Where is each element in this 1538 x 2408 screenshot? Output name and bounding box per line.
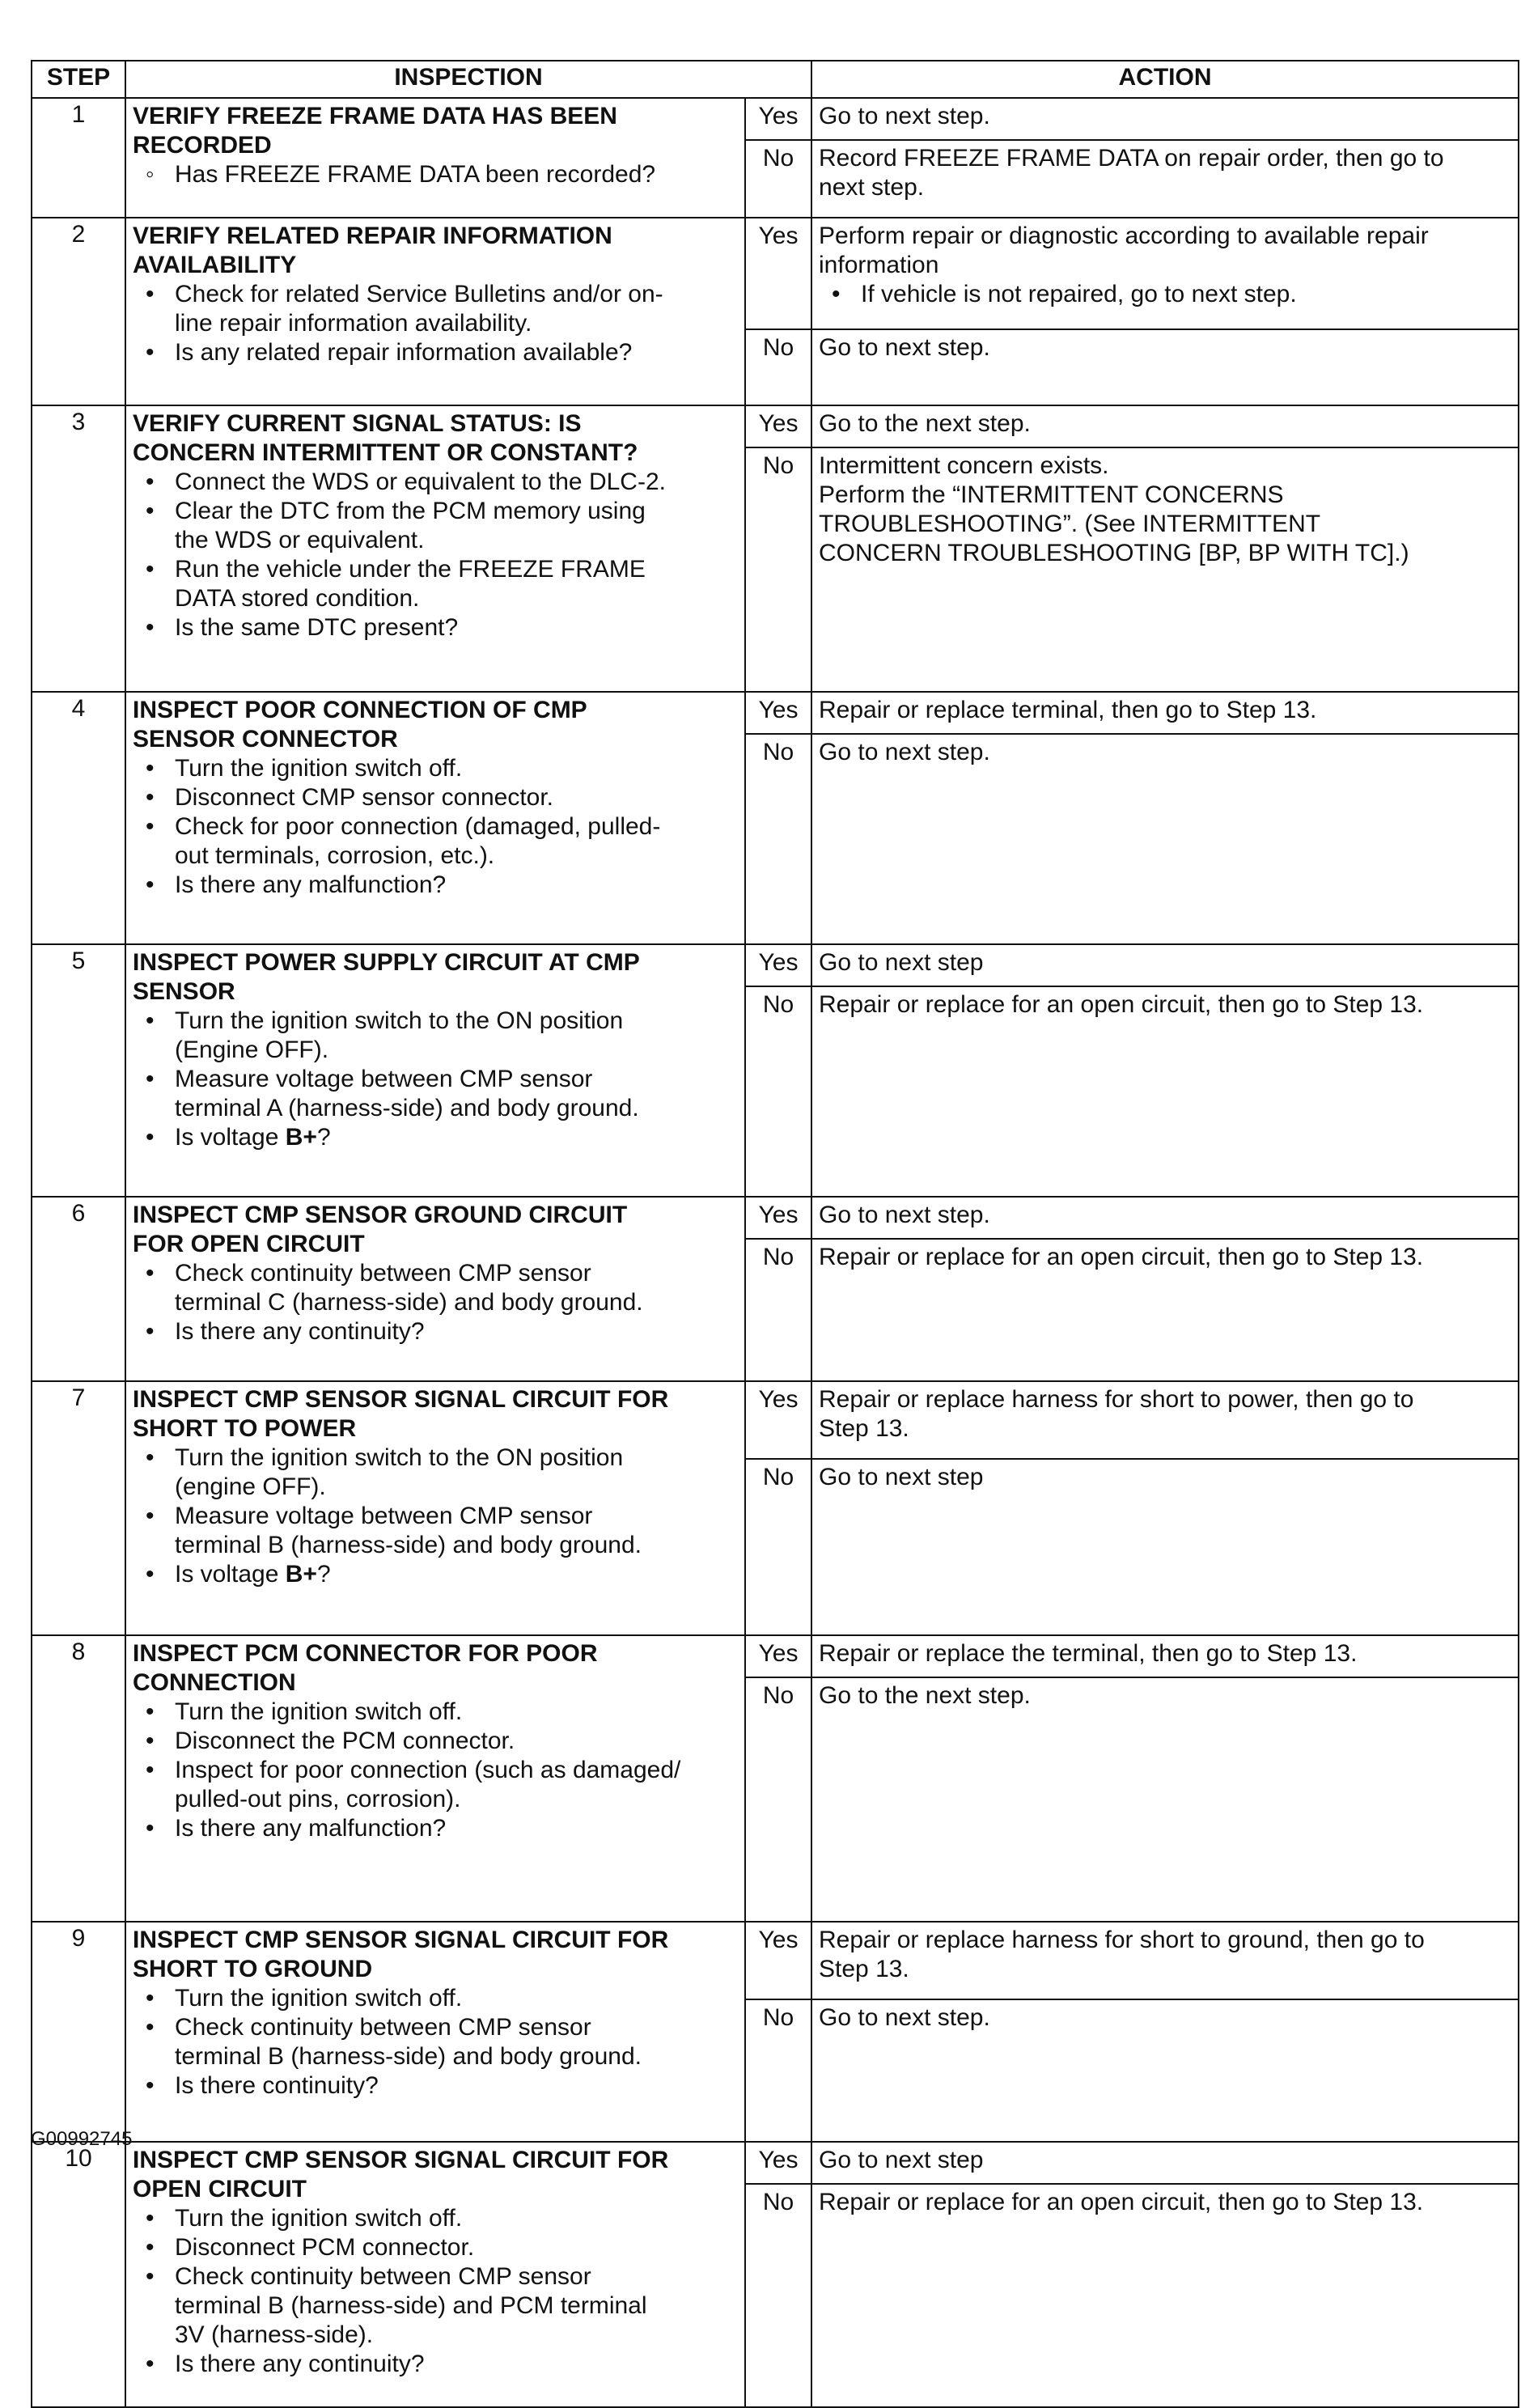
yes-action-text: Go to next step.: [819, 1202, 990, 1228]
step-row: [32, 944, 1519, 986]
yes-action: [811, 405, 1519, 447]
step-number: 3: [32, 405, 125, 692]
step-row: [32, 218, 1519, 329]
inspection-title: INSPECT POWER SUPPLY CIRCUIT AT CMP SENSOR: [133, 949, 640, 1005]
no-label: No: [745, 1677, 811, 1922]
inspection-title: INSPECT PCM CONNECTOR FOR POOR CONNECTION: [133, 1640, 598, 1696]
inspection-bullet: • Is there any continuity?: [133, 2350, 738, 2379]
inspection-bullet: • Is there any malfunction?: [133, 871, 738, 900]
yes-action-text: Repair or replace harness for short to power, then go to Step 13.: [819, 1386, 1414, 1442]
step-column-header: STEP: [32, 61, 125, 98]
no-label: No: [745, 734, 811, 944]
inspection-bullet: • Disconnect the PCM connector.: [133, 1727, 738, 1756]
inspection-bullet: • Turn the ignition switch off.: [133, 1984, 738, 2013]
inspection-bullet: ◦ Has FREEZE FRAME DATA been recorded?: [133, 160, 738, 189]
no-action: [811, 1239, 1519, 1381]
no-label: No: [745, 2184, 811, 2407]
inspection-bullet: • Turn the ignition switch to the ON position (Engine OFF).: [133, 1007, 738, 1065]
inspection-bullet: • Check continuity between CMP sensor terminal B (harness-side) and body ground.: [133, 2013, 738, 2071]
no-action-text: Go to next step.: [819, 2004, 990, 2031]
step-row: [32, 1381, 1519, 1459]
yes-action: [811, 1635, 1519, 1677]
step-number: 7: [32, 1381, 125, 1635]
yes-action: [811, 1922, 1519, 1999]
no-label: No: [745, 1459, 811, 1635]
step-number: 5: [32, 944, 125, 1197]
no-label: No: [745, 1239, 811, 1381]
inspection-column-header: INSPECTION: [125, 61, 811, 98]
yes-label: Yes: [745, 692, 811, 734]
step-number: 2: [32, 218, 125, 405]
inspection-checklist: [133, 2204, 738, 2379]
step-row: [32, 405, 1519, 447]
inspection-title: INSPECT CMP SENSOR SIGNAL CIRCUIT FOR OPEN CIRCUIT: [133, 2147, 669, 2202]
no-action-text: Repair or replace for an open circuit, then go to Step 13.: [819, 991, 1424, 1018]
inspection-title: INSPECT CMP SENSOR SIGNAL CIRCUIT FOR SHORT TO POWER: [133, 1386, 669, 1442]
step-row: [32, 1197, 1519, 1239]
inspection-bullet: • Run the vehicle under the FREEZE FRAME DATA stored condition.: [133, 555, 738, 613]
yes-label: Yes: [745, 1197, 811, 1239]
inspection-bullet: • Turn the ignition switch to the ON position (engine OFF).: [133, 1444, 738, 1502]
yes-action-subpoints: [819, 280, 1511, 309]
inspection-checklist: [133, 280, 738, 367]
no-action: [811, 986, 1519, 1197]
yes-label: Yes: [745, 1922, 811, 1999]
no-action: [811, 329, 1519, 405]
no-label: No: [745, 329, 811, 405]
inspection-bullet: • Turn the ignition switch off.: [133, 2204, 738, 2233]
inspection-cell: [125, 405, 745, 692]
inspection-bullet: • Check for related Service Bulletins and/or on- line repair information availability.: [133, 280, 738, 338]
inspection-cell: [125, 218, 745, 405]
yes-action: [811, 1197, 1519, 1239]
inspection-bullet: • Check for poor connection (damaged, pulled- out terminals, corrosion, etc.).: [133, 812, 738, 871]
inspection-title: VERIFY RELATED REPAIR INFORMATION AVAILABILITY: [133, 223, 612, 278]
figure-code: G00992745: [31, 2128, 133, 2150]
inspection-bullet: • Is there any malfunction?: [133, 1814, 738, 1843]
step-number: 8: [32, 1635, 125, 1922]
inspection-cell: [125, 2142, 745, 2407]
inspection-cell: [125, 98, 745, 218]
inspection-checklist: [133, 468, 738, 642]
step-row: [32, 2142, 1519, 2184]
no-action: [811, 447, 1519, 692]
inspection-bullet: • Is any related repair information available?: [133, 338, 738, 367]
yes-action-subpoint: • If vehicle is not repaired, go to next step.: [819, 280, 1511, 309]
header-row: [32, 61, 1519, 98]
step-number: 1: [32, 98, 125, 218]
inspection-bullet: • Check continuity between CMP sensor terminal C (harness-side) and body ground.: [133, 1259, 738, 1317]
no-label: No: [745, 447, 811, 692]
yes-action-text: Go to next step: [819, 2147, 984, 2173]
inspection-bullet: • Inspect for poor connection (such as damaged/ pulled-out pins, corrosion).: [133, 1756, 738, 1814]
no-action: [811, 1459, 1519, 1635]
yes-action: [811, 2142, 1519, 2184]
step-number: 9: [32, 1922, 125, 2142]
no-action-text: Go to next step.: [819, 334, 990, 361]
no-action-text: Go to next step.: [819, 739, 990, 765]
inspection-cell: [125, 1381, 745, 1635]
yes-action: [811, 98, 1519, 140]
inspection-checklist: [133, 1259, 738, 1346]
no-action-text: Go to the next step.: [819, 1682, 1031, 1709]
yes-action: [811, 1381, 1519, 1459]
inspection-checklist: [133, 754, 738, 900]
inspection-bullet: • Disconnect CMP sensor connector.: [133, 783, 738, 812]
step-number: 10: [32, 2142, 125, 2407]
steps-body: [32, 98, 1519, 2407]
inspection-checklist: [133, 1007, 738, 1152]
inspection-bullet: • Turn the ignition switch off.: [133, 1698, 738, 1727]
inspection-bullet: • Is the same DTC present?: [133, 613, 738, 642]
diagnostic-procedure-table: [31, 60, 1519, 2408]
step-row: [32, 98, 1519, 140]
no-action-text: Go to next step: [819, 1464, 984, 1490]
inspection-bullet: • Disconnect PCM connector.: [133, 2233, 738, 2262]
step-row: [32, 692, 1519, 734]
inspection-checklist: [133, 160, 738, 189]
no-action: [811, 1999, 1519, 2142]
yes-action: [811, 218, 1519, 329]
no-action-text: Intermittent concern exists. Perform the “INTERMITTENT CONCERNS TROUBLESHOOTING”. (See INTERMITTENT CONCERN TROUBLESHOOTING [BP, BP WITH TC].): [819, 452, 1409, 566]
no-action-text: Record FREEZE FRAME DATA on repair order, then go to next step.: [819, 145, 1444, 201]
inspection-bullet: • Is voltage B+?: [133, 1560, 738, 1589]
no-action-text: Repair or replace for an open circuit, then go to Step 13.: [819, 2189, 1424, 2215]
inspection-cell: [125, 1635, 745, 1922]
inspection-checklist: [133, 1698, 738, 1843]
inspection-title: INSPECT CMP SENSOR GROUND CIRCUIT FOR OPEN CIRCUIT: [133, 1202, 628, 1257]
yes-label: Yes: [745, 944, 811, 986]
yes-label: Yes: [745, 405, 811, 447]
action-column-header: ACTION: [811, 61, 1519, 98]
step-row: [32, 1922, 1519, 1999]
no-label: No: [745, 140, 811, 218]
inspection-cell: [125, 944, 745, 1197]
inspection-checklist: [133, 1984, 738, 2101]
inspection-bullet: • Is there continuity?: [133, 2071, 738, 2101]
yes-action-text: Perform repair or diagnostic according to available repair information: [819, 223, 1429, 278]
yes-action-text: Go to the next step.: [819, 410, 1031, 437]
yes-label: Yes: [745, 1635, 811, 1677]
inspection-cell: [125, 1922, 745, 2142]
yes-action: [811, 692, 1519, 734]
inspection-bullet: • Measure voltage between CMP sensor terminal B (harness-side) and body ground.: [133, 1502, 738, 1560]
no-action: [811, 734, 1519, 944]
no-action: [811, 1677, 1519, 1922]
inspection-title: INSPECT CMP SENSOR SIGNAL CIRCUIT FOR SHORT TO GROUND: [133, 1927, 669, 1982]
yes-label: Yes: [745, 218, 811, 329]
inspection-bullet: • Clear the DTC from the PCM memory using the WDS or equivalent.: [133, 497, 738, 555]
no-label: No: [745, 1999, 811, 2142]
inspection-bullet: • Is there any continuity?: [133, 1317, 738, 1346]
inspection-bullet: • Is voltage B+?: [133, 1123, 738, 1152]
step-row: [32, 1635, 1519, 1677]
inspection-cell: [125, 1197, 745, 1381]
yes-action-text: Go to next step.: [819, 103, 990, 129]
yes-action-text: Go to next step: [819, 949, 984, 976]
yes-action: [811, 944, 1519, 986]
inspection-title: INSPECT POOR CONNECTION OF CMP SENSOR CONNECTOR: [133, 697, 587, 752]
inspection-title: VERIFY FREEZE FRAME DATA HAS BEEN RECORDED: [133, 103, 617, 159]
step-number: 4: [32, 692, 125, 944]
no-label: No: [745, 986, 811, 1197]
no-action: [811, 2184, 1519, 2407]
yes-action-text: Repair or replace the terminal, then go to Step 13.: [819, 1640, 1358, 1667]
inspection-bullet: • Connect the WDS or equivalent to the DLC-2.: [133, 468, 738, 497]
inspection-cell: [125, 692, 745, 944]
yes-label: Yes: [745, 2142, 811, 2184]
no-action: [811, 140, 1519, 218]
inspection-checklist: [133, 1444, 738, 1589]
inspection-bullet: • Check continuity between CMP sensor terminal B (harness-side) and PCM terminal 3V (harness-side).: [133, 2262, 738, 2350]
inspection-bullet: • Measure voltage between CMP sensor terminal A (harness-side) and body ground.: [133, 1065, 738, 1123]
yes-action-text: Repair or replace terminal, then go to Step 13.: [819, 697, 1317, 723]
yes-action-text: Repair or replace harness for short to ground, then go to Step 13.: [819, 1927, 1425, 1982]
yes-label: Yes: [745, 1381, 811, 1459]
step-number: 6: [32, 1197, 125, 1381]
no-action-text: Repair or replace for an open circuit, then go to Step 13.: [819, 1244, 1424, 1270]
yes-label: Yes: [745, 98, 811, 140]
inspection-bullet: • Turn the ignition switch off.: [133, 754, 738, 783]
inspection-title: VERIFY CURRENT SIGNAL STATUS: IS CONCERN INTERMITTENT OR CONSTANT?: [133, 410, 638, 466]
